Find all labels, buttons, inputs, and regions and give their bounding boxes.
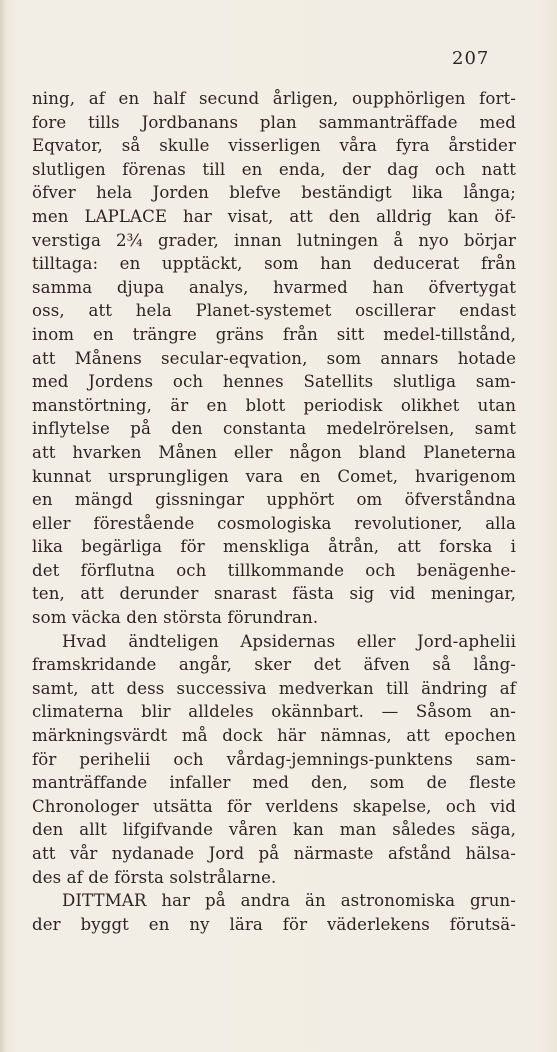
- page-number: 207: [452, 48, 490, 69]
- text-line: oss, att hela Planet-systemet oscillerar endast: [32, 301, 516, 321]
- text-line: climaterna blir alldeles okännbart. — Såsom an-: [32, 702, 516, 722]
- text-line: verstiga 2¾ grader, innan lutningen å nyo börjar: [32, 230, 516, 250]
- text-line: öfver hela Jorden blefve beständigt lika långa;: [32, 183, 516, 203]
- text-line: manträffande infaller med den, som de fleste: [32, 773, 516, 793]
- text-line: fore tills Jordbanans plan sammanträffade med: [32, 112, 516, 132]
- text-line: samma djupa analys, hvarmed han öfvertygat: [32, 277, 516, 297]
- text-line: framskridande angår, sker det äfven så lång-: [32, 655, 516, 675]
- text-line: kunnat ursprungligen vara en Comet, hvarigenom: [32, 466, 516, 486]
- body-text: [32, 87, 516, 936]
- text-line: inom en trängre gräns från sitt medel-tillstånd,: [32, 324, 516, 344]
- text-line: tilltaga: en upptäckt, som han deducerat från: [32, 254, 516, 274]
- text-line: des af de första solstrålarne.: [32, 867, 277, 887]
- text-line: DITTMAR har på andra än astronomiska grun-: [62, 891, 516, 911]
- text-line: inflytelse på den constanta medelrörelsen, samt: [32, 419, 516, 439]
- text-line: ning, af en half secund årligen, oupphörligen fort-: [32, 89, 516, 108]
- text-line: lika begärliga för menskliga åtrån, att forska i: [32, 537, 516, 557]
- text-line: att Månens secular-eqvation, som annars hotade: [32, 348, 516, 368]
- text-line: en mängd gissningar upphört om öfverståndna: [32, 490, 516, 510]
- text-line: Eqvator, så skulle visserligen våra fyra årstider: [32, 136, 516, 156]
- text-line: slutligen förenas till en enda, der dag och natt: [32, 159, 516, 179]
- text-line: som väcka den största förundran.: [32, 608, 319, 628]
- text-line: Chronologer utsätta för verldens skapelse, och vid: [32, 796, 516, 816]
- text-line: Hvad ändteligen Apsidernas eller Jord-aphelii: [62, 631, 516, 651]
- text-line: men LAPLACE har visat, att den alldrig kan öf-: [32, 206, 516, 226]
- text-line: manstörtning, är en blott periodisk olikhet utan: [32, 395, 516, 415]
- text-line: med Jordens och hennes Satellits slutliga sam-: [32, 372, 516, 392]
- text-line: samt, att dess successiva medverkan till ändring af: [32, 678, 516, 698]
- text-line: för perihelii och vårdag-jemnings-punktens sam-: [32, 749, 516, 769]
- text-line: att hvarken Månen eller någon bland Planeterna: [32, 442, 516, 462]
- text-line: att vår nydanade Jord på närmaste afstånd hälsa-: [32, 844, 516, 863]
- page-spine-shadow: [0, 0, 6, 1052]
- text-line: den allt lifgifvande våren kan man således säga,: [32, 820, 516, 840]
- text-line: märkningsvärdt må dock här nämnas, att epochen: [32, 726, 516, 746]
- text-line: der byggt en ny lära för väderlekens förutsä-: [32, 914, 516, 934]
- text-line: det förflutna och tillkommande och benägenhe-: [32, 560, 516, 580]
- text-line: ten, att derunder snarast fästa sig vid meningar,: [32, 584, 516, 604]
- text-line: eller förestående cosmologiska revolutioner, alla: [32, 513, 516, 533]
